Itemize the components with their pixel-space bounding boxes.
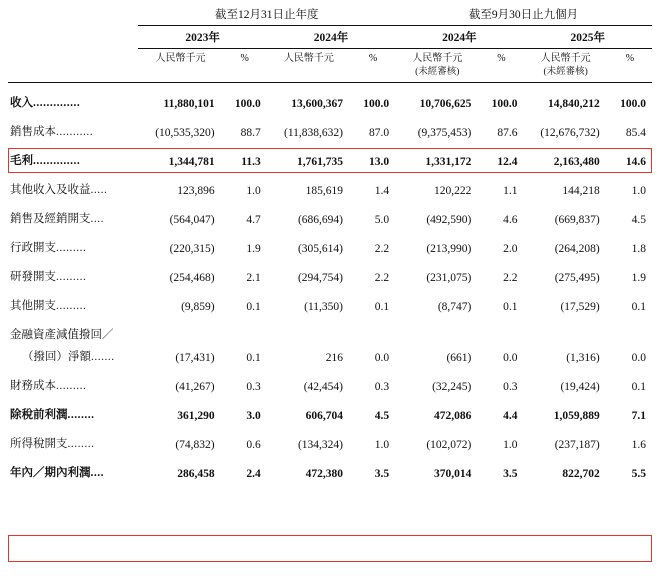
table-row [8,374,652,396]
row-pct: 3.5 [503,467,518,480]
row-label-text: 其他收入及收益 [10,183,91,196]
row-pct: 0.1 [631,300,646,313]
row-label-dots: .............. [33,154,81,167]
row-value: (669,837) [554,213,600,226]
row-value: (264,208) [554,242,600,255]
header-unit-row [8,49,652,67]
row-pct: 0.0 [374,351,390,364]
table-row [8,345,652,367]
financial-summary-table [8,6,652,483]
row-value: (686,694) [297,213,344,226]
header-year-2023: 2023年 [138,26,266,49]
row-value: (10,535,320) [155,126,215,139]
row-value: (275,495) [554,271,600,284]
row-value: 120,222 [434,184,472,197]
row-label [8,345,138,367]
row-label-text: 銷售成本 [10,125,56,138]
profit-row-highlight-box [8,535,652,562]
row-pct: 0.3 [503,380,518,393]
header-group-row [8,6,652,26]
row-pct: 0.1 [246,351,261,364]
row-pct: 2.2 [503,271,518,284]
row-label-text: 毛利 [10,154,33,167]
table-row [8,403,652,425]
row-spacer [8,142,652,149]
row-value: (74,832) [175,438,215,451]
row-label-text: 收入 [10,96,33,109]
row-pct: 100.0 [491,97,518,110]
header-corner [8,6,138,26]
row-pct: 14.6 [625,155,646,168]
row-pct: 87.6 [497,126,518,139]
row-label-dots: ......... [56,379,87,392]
row-label-text: 其他開支 [10,299,56,312]
row-value: (305,614) [297,242,344,255]
row-value: 13,600,367 [291,97,344,110]
row-label-dots: ......... [56,241,87,254]
row-label-dots: ........... [56,125,94,138]
row-value [267,323,351,345]
header-unit-2024: 人民幣千元 [283,53,334,64]
row-pct [479,323,523,345]
row-value: 1,331,172 [425,155,472,168]
row-pct: 11.3 [241,155,261,168]
row-label-dots: ......... [56,299,87,312]
header-corner-2 [8,26,138,49]
row-pct: 85.4 [625,126,646,139]
header-note-pct-2024 [351,67,395,83]
row-value: (213,990) [426,242,472,255]
row-pct: 5.5 [631,467,646,480]
row-label-dots: .... [90,212,104,225]
header-note-pct-2025-9m [608,67,652,83]
row-pct: 4.5 [374,409,390,422]
row-value [524,323,608,345]
row-label-dots: .... [90,466,104,479]
row-label [8,403,138,425]
row-label [8,91,138,113]
row-value: 361,290 [177,409,215,422]
row-value: (102,072) [426,438,472,451]
row-pct: 0.3 [374,380,390,393]
header-unit-2024-9m: 人民幣千元 [412,53,463,64]
table-row [8,207,652,229]
row-value: 2,163,480 [553,155,600,168]
row-label [8,120,138,142]
table-row [8,294,652,316]
row-label-dots: ......... [56,270,87,283]
header-year-2025-9m: 2025年 [524,26,652,49]
header-year-2024-9m: 2024年 [395,26,523,49]
row-label [8,374,138,396]
row-pct: 0.0 [631,351,646,364]
header-note-2024-9m: (未經審核) [415,66,460,77]
row-spacer [8,287,652,294]
row-pct: 0.1 [374,300,390,313]
row-pct: 4.4 [503,409,518,422]
row-pct: 87.0 [369,126,390,139]
row-pct: 100.0 [620,97,646,110]
row-pct: 12.4 [497,155,518,168]
row-value: (11,838,632) [284,126,344,139]
row-label [8,178,138,200]
table-row [8,236,652,258]
row-value: 10,706,625 [419,97,472,110]
table-row [8,120,652,142]
row-pct: 1.9 [246,242,261,255]
row-label-text: 年內／期內利潤 [10,466,91,479]
row-value: 1,344,781 [168,155,215,168]
row-pct: 1.0 [246,184,261,197]
row-label-text: 銷售及經銷開支 [10,212,91,225]
row-value: (11,350) [304,300,344,313]
header-note-2025-9m: (未經審核) [543,66,588,77]
row-value: 286,458 [177,467,215,480]
header-unit-2025-9m: 人民幣千元 [540,53,591,64]
header-note-row [8,67,652,83]
row-pct: 0.6 [246,438,261,451]
row-value: (42,454) [303,380,344,393]
row-spacer [8,454,652,461]
row-value: (17,529) [560,300,600,313]
table-row [8,323,652,345]
row-spacer [8,367,652,374]
row-value: 822,702 [562,467,600,480]
row-value: 370,014 [434,467,472,480]
row-value: (32,245) [432,380,472,393]
row-value: 185,619 [305,184,344,197]
row-label-text: 財務成本 [10,379,56,392]
row-label-dots: .............. [33,96,81,109]
row-pct: 2.4 [246,467,261,480]
row-value: (237,187) [554,438,600,451]
table-row [8,149,652,171]
row-value: (492,590) [426,213,472,226]
row-value: (9,375,453) [417,126,472,139]
table-row [8,91,652,113]
row-pct: 1.6 [631,438,646,451]
row-pct: 1.0 [374,438,390,451]
header-group-nine-months: 截至9月30日止九個月 [395,6,652,26]
table-row [8,432,652,454]
financial-summary-page [0,6,660,580]
row-pct [223,323,267,345]
row-value: (294,754) [297,271,344,284]
row-value: (1,316) [566,351,600,364]
row-label-text: 金融資產減值撥回／ [10,328,114,341]
row-value: 14,840,212 [548,97,600,110]
header-note-2023 [138,67,222,83]
table-header [8,6,652,91]
row-value: (231,075) [426,271,472,284]
row-label-text: 除稅前利潤 [10,408,68,421]
header-pct-2025-9m: % [625,53,635,64]
row-pct: 100.0 [363,97,390,110]
row-value: 144,218 [562,184,600,197]
header-spacer [8,84,652,91]
row-pct: 2.1 [246,271,261,284]
row-pct [351,323,395,345]
row-pct: 13.0 [369,155,390,168]
header-year-row [8,26,652,49]
row-spacer [8,200,652,207]
row-pct: 1.4 [374,184,390,197]
table-row [8,265,652,287]
row-value: (661) [446,351,472,364]
row-value: (19,424) [560,380,600,393]
row-label [8,461,138,483]
row-pct: 1.9 [631,271,646,284]
row-spacer [8,113,652,120]
header-note-pct-2023 [223,67,267,83]
table-body [8,91,652,483]
row-spacer [8,258,652,265]
row-value: 11,880,101 [163,97,215,110]
header-group-annual: 截至12月31日止年度 [138,6,395,26]
row-label [8,207,138,229]
row-value: (254,468) [169,271,215,284]
row-label [8,294,138,316]
row-pct: 100.0 [234,97,261,110]
row-value: (9,859) [181,300,215,313]
row-spacer [8,229,652,236]
header-pct-2023: % [240,53,249,64]
row-label-text: 行政開支 [10,241,56,254]
row-label-dots: ..... [90,183,108,196]
row-pct: 0.3 [246,380,261,393]
row-pct: 3.5 [374,467,390,480]
row-value: 606,704 [305,409,344,422]
row-pct: 1.0 [503,438,518,451]
row-pct: 0.1 [503,300,518,313]
row-pct [608,323,652,345]
header-year-2024: 2024年 [267,26,395,49]
row-spacer [8,396,652,403]
row-value: 472,380 [305,467,344,480]
row-label [8,149,138,171]
row-pct: 88.7 [240,126,261,139]
row-value: 123,896 [177,184,215,197]
row-value: 216 [325,351,344,364]
row-label [8,265,138,287]
row-spacer [8,171,652,178]
row-value: (17,431) [175,351,215,364]
row-value [395,323,479,345]
row-value: 1,059,889 [553,409,600,422]
row-label-text: 所得稅開支 [10,437,68,450]
row-pct: 1.0 [631,184,646,197]
row-pct: 2.0 [503,242,518,255]
row-label [8,236,138,258]
row-label-dots: ....... [91,350,115,363]
row-pct: 4.7 [246,213,261,226]
table-row [8,461,652,483]
row-pct: 0.1 [631,380,646,393]
row-label [8,323,138,345]
row-label [8,432,138,454]
row-pct: 2.2 [374,242,390,255]
row-value: 1,761,735 [297,155,344,168]
row-value: (8,747) [437,300,472,313]
row-pct: 0.1 [246,300,261,313]
row-pct: 7.1 [631,409,646,422]
header-note-pct-2024-9m [479,67,523,83]
row-label-text: （撥回）淨額 [22,350,91,363]
header-note-2024 [267,67,351,83]
row-pct: 2.2 [374,271,390,284]
row-label-text: 研發開支 [10,270,56,283]
row-pct: 4.5 [631,213,646,226]
row-value: (134,324) [297,438,344,451]
table-row [8,178,652,200]
header-corner-4 [8,67,138,83]
row-label-dots: ........ [67,437,95,450]
row-pct: 5.0 [374,213,390,226]
row-pct: 1.8 [631,242,646,255]
row-value: 472,086 [434,409,472,422]
row-spacer [8,316,652,323]
row-pct: 4.6 [503,213,518,226]
row-pct: 3.0 [246,409,261,422]
row-pct: 1.1 [503,184,518,197]
row-label-dots: ........ [67,408,95,421]
row-value: (220,315) [169,242,215,255]
row-value: (41,267) [175,380,215,393]
header-pct-2024-9m: % [497,53,506,64]
header-corner-3 [8,49,138,67]
header-unit-2023: 人民幣千元 [155,53,206,64]
row-spacer [8,425,652,432]
row-value: (12,676,732) [540,126,600,139]
header-pct-2024: % [368,53,378,64]
row-value [138,323,222,345]
row-pct: 0.0 [503,351,518,364]
row-value: (564,047) [169,213,215,226]
